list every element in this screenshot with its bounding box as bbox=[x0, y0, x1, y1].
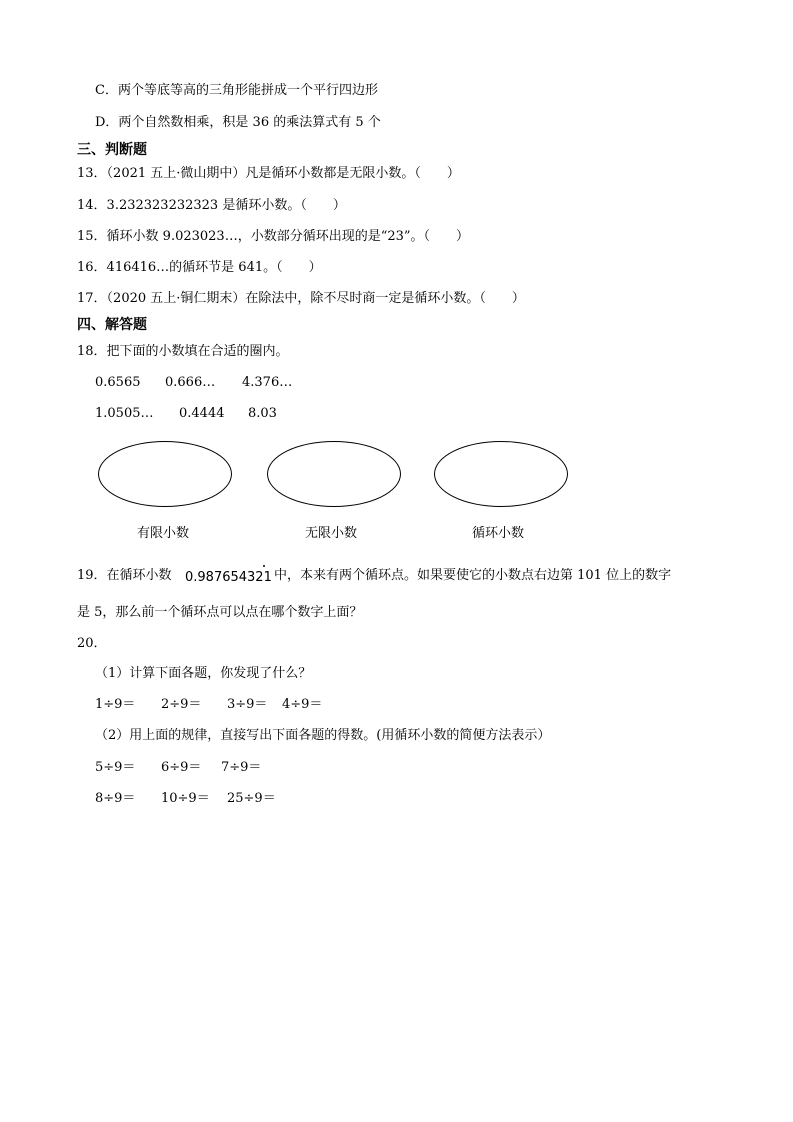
section-4-title: 四、解答题 bbox=[77, 317, 147, 333]
option-c: C．两个等底等高的三角形能拼成一个平行四边形 bbox=[95, 83, 378, 98]
division-item: 8÷9＝ bbox=[95, 791, 136, 806]
question-19-prefix: 19．在循环小数 bbox=[77, 568, 172, 583]
question-13: 13．（2021 五上·微山期中）凡是循环小数都是无限小数。（ ） bbox=[77, 166, 460, 181]
repeating-dot-mark bbox=[263, 565, 265, 567]
repeating-decimal-label: 循环小数 bbox=[472, 526, 525, 541]
section-3-title: 三、判断题 bbox=[77, 142, 147, 158]
decimal-item: 0.4444 bbox=[179, 406, 225, 421]
infinite-decimal-circle[interactable] bbox=[267, 441, 401, 507]
division-item: 5÷9＝ bbox=[95, 760, 136, 775]
repeating-decimal-number: 0.987654321 bbox=[185, 570, 272, 585]
division-item: 4÷9＝ bbox=[282, 697, 323, 712]
question-19-line2: 是 5，那么前一个循环点可以点在哪个数字上面？ bbox=[77, 605, 363, 620]
decimal-item: 8.03 bbox=[248, 406, 277, 421]
division-item: 1÷9＝ bbox=[95, 697, 136, 712]
infinite-decimal-label: 无限小数 bbox=[305, 526, 358, 541]
question-15: 15．循环小数 9.023023…，小数部分循环出现的是“23”。（ ） bbox=[77, 229, 470, 244]
option-d: D．两个自然数相乘，积是 36 的乘法算式有 5 个 bbox=[95, 115, 381, 130]
question-16: 16．416416…的循环节是 641。（ ） bbox=[77, 260, 322, 275]
question-20-part1: （1）计算下面各题，你发现了什么？ bbox=[95, 666, 312, 681]
question-17: 17．（2020 五上·铜仁期末）在除法中，除不尽时商一定是循环小数。（ ） bbox=[77, 291, 525, 306]
division-item: 2÷9＝ bbox=[161, 697, 202, 712]
finite-decimal-label: 有限小数 bbox=[137, 526, 190, 541]
division-item: 25÷9＝ bbox=[227, 791, 276, 806]
decimal-item: 4.376… bbox=[242, 375, 293, 390]
division-item: 6÷9＝ bbox=[161, 760, 202, 775]
finite-decimal-circle[interactable] bbox=[98, 441, 232, 507]
decimal-item: 1.0505… bbox=[95, 406, 154, 421]
question-18: 18．把下面的小数填在合适的圈内。 bbox=[77, 344, 289, 359]
question-14: 14．3.232323232323 是循环小数。（ ） bbox=[77, 198, 346, 213]
question-19-suffix: 中，本来有两个循环点。如果要使它的小数点右边第 101 位上的数字 bbox=[274, 568, 672, 583]
division-item: 10÷9＝ bbox=[161, 791, 210, 806]
division-item: 3÷9＝ bbox=[227, 697, 268, 712]
question-20-number: 20． bbox=[77, 636, 107, 651]
decimal-item: 0.666… bbox=[165, 375, 216, 390]
division-item: 7÷9＝ bbox=[221, 760, 262, 775]
question-20-part2: （2）用上面的规律，直接写出下面各题的得数。(用循环小数的简便方法表示） bbox=[95, 728, 551, 743]
repeating-decimal-circle[interactable] bbox=[434, 441, 568, 507]
decimal-item: 0.6565 bbox=[95, 375, 141, 390]
